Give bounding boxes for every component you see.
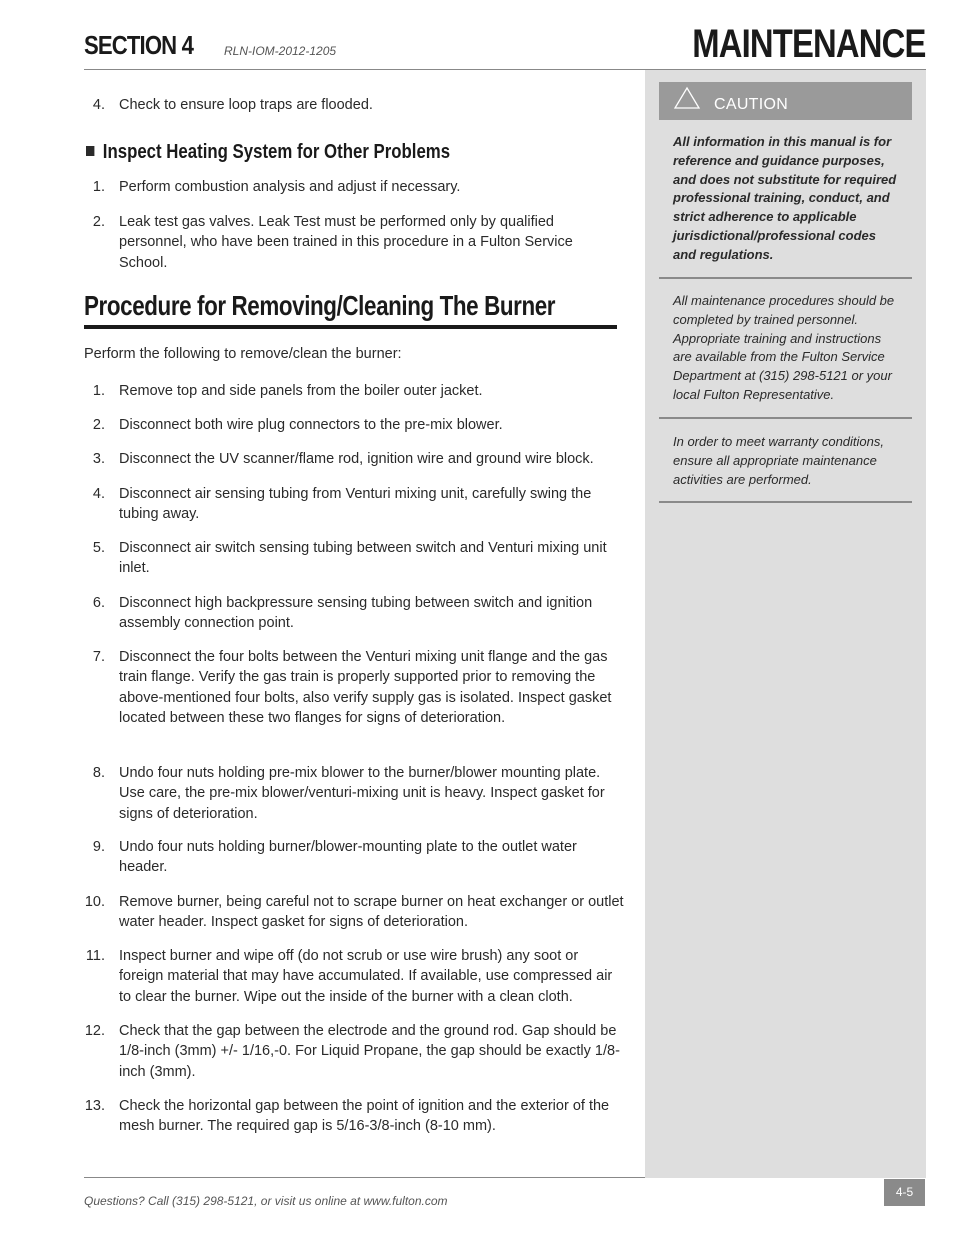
item-number: 13. [84,1098,105,1114]
inspect-heading-text: Inspect Heating System for Other Problems [102,141,451,163]
list-item [84,647,624,728]
training-note: All maintenance procedures should be completed by trained personnel. Appropriate training and instructions are available from the Fulton Service Department at (315) 298-5121 or your local Fulton Representative. [673,293,895,402]
procedure-heading: Procedure for Removing/Cleaning The Burner [84,290,556,321]
item-number: 4. [92,486,105,502]
list-item [84,484,624,525]
sidebar-divider [659,417,912,419]
item-text: Disconnect the four bolts between the Venturi mixing unit flange and the gas train flange. Verify the gas train is properly supported prior to removing the above-mentioned four bolts, also verify supply gas is isolated. Inspect gasket located between these two flanges for signs of deterioration. [119,649,612,726]
procedure-intro: Perform the following to remove/clean the burner: [84,346,402,362]
item-text: Remove burner, being careful not to scrape burner on heat exchanger or outlet water header. Inspect gasket for signs of deterioration. [119,894,624,931]
list-item [84,892,624,933]
page-number: 4-5 [884,1179,925,1206]
item-text: Disconnect the UV scanner/flame rod, ignition wire and ground wire block. [119,451,594,467]
warranty-note: In order to meet warranty conditions, ensure all appropriate maintenance activities are performed. [673,434,884,487]
list-item [84,837,624,878]
list-item [84,415,624,435]
caution-label: CAUTION [714,96,789,113]
item-number: 12. [84,1023,105,1039]
item-text: Check to ensure loop traps are flooded. [119,97,373,113]
item-text: Remove top and side panels from the boiler outer jacket. [119,383,483,399]
list-item [84,381,624,401]
list-item [84,212,624,273]
item-number: 9. [92,839,105,855]
list-item [84,593,624,634]
page-title: MAINTENANCE [692,22,926,66]
sidebar-divider [659,277,912,279]
document-code: RLN-IOM-2012-1205 [224,44,337,58]
list-item [84,177,624,197]
item-number: 5. [92,540,105,556]
item-text: Inspect burner and wipe off (do not scrub or use wire brush) any soot or foreign material that may have accumulated. If available, use compressed air to clear the burner. Wipe out the inside of the burner with a clean cloth. [119,948,613,1005]
inspect-heading [86,141,450,164]
item-text: Disconnect high backpressure sensing tubing between switch and ignition assembly connection point. [119,595,593,632]
item-text: Undo four nuts holding pre-mix blower to the burner/blower mounting plate. Use care, the pre-mix blower/venturi-mixing unit is heavy. Inspect gasket for signs of deterioration. [119,765,605,822]
sidebar-panel [645,70,926,1178]
item-text: Undo four nuts holding burner/blower-mounting plate to the outlet water header. [119,839,577,876]
caution-text: All information in this manual is for reference and guidance purposes, and does not substitute for required professional training, conduct, and strict adherence to applicable jurisdictional/professional codes and regulations. [673,134,897,262]
item-number: 10. [84,894,105,910]
item-text: Check the horizontal gap between the point of ignition and the exterior of the mesh burner. The required gap is 5/16-3/8-inch (8-10 mm). [119,1098,610,1135]
procedure-heading-rule [84,325,617,329]
item-text: Perform combustion analysis and adjust if necessary. [119,179,461,195]
list-item [84,763,624,824]
caution-banner [659,82,912,120]
item-number: 4. [92,97,105,113]
item-text: Disconnect both wire plug connectors to the pre-mix blower. [119,417,503,433]
sidebar-divider [659,501,912,503]
list-item [84,538,624,579]
item-number: 8. [92,765,105,781]
list-item [84,449,624,469]
item-number: 1. [92,383,105,399]
item-number: 6. [92,595,105,611]
footer-divider [84,1177,645,1178]
item-number: 1. [92,179,105,195]
item-text: Disconnect air switch sensing tubing between switch and Venturi mixing unit inlet. [119,540,607,577]
list-item [84,95,624,115]
section-label: SECTION 4 [84,30,194,60]
item-text: Check that the gap between the electrode and the ground rod. Gap should be 1/8-inch (3mm) +/- 1/16,-0. For Liquid Propane, the gap should be exactly 1/8-inch (3mm). [119,1023,620,1080]
item-number: 2. [92,417,105,433]
item-text: Leak test gas valves. Leak Test must be performed only by qualified personnel, who have been trained in this procedure in a Fulton Service School. [119,214,573,271]
warning-triangle-icon [673,86,701,110]
list-item [84,946,624,1007]
item-number: 2. [92,214,105,230]
footer-contact: Questions? Call (315) 298-5121, or visit us online at www.fulton.com [84,1194,448,1208]
list-item [84,1021,624,1082]
square-bullet-icon [86,146,94,156]
list-item [84,1096,624,1137]
item-number: 3. [92,451,105,467]
item-number: 7. [92,649,105,665]
item-text: Disconnect air sensing tubing from Venturi mixing unit, carefully swing the tubing away. [119,486,592,523]
item-number: 11. [85,948,105,964]
